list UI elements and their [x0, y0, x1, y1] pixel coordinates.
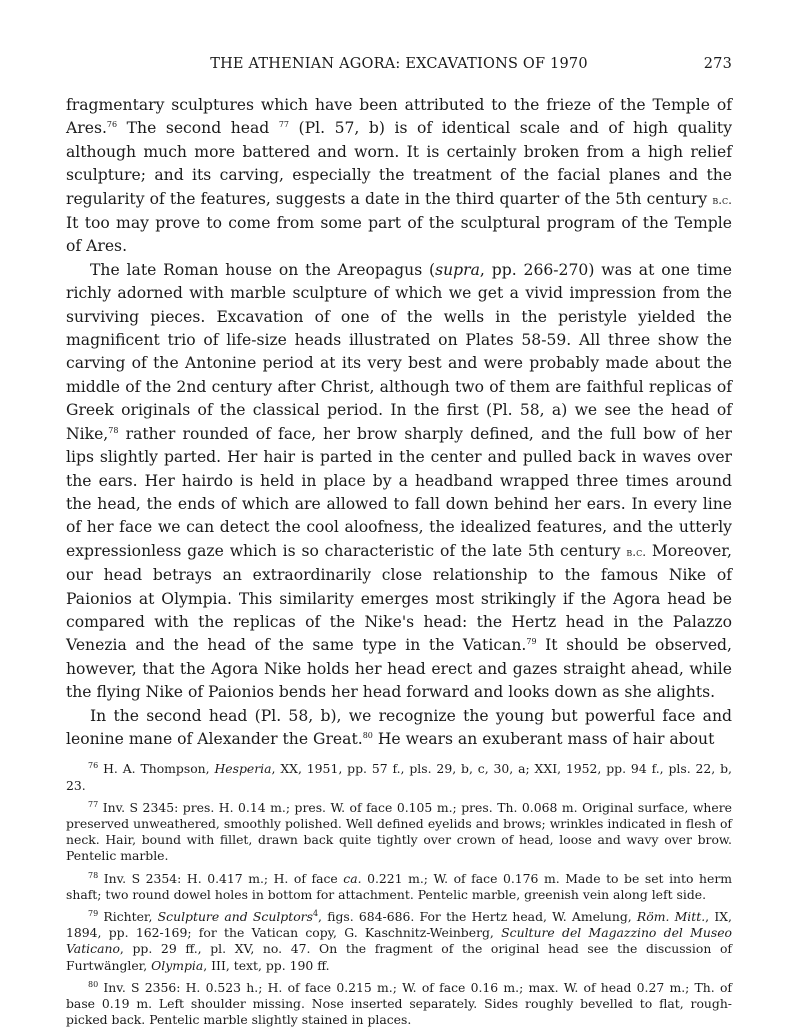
text-run: Richter, [98, 909, 158, 924]
text-run: Inv. S 2356: H. 0.523 h.; H. of face 0.215 m.; W. of face 0.16 m.; max. W. of head 0.27 m.; Th. of base 0.19 m. Left shoulder missing. Nose inserted separately. Sides roughly bevelled to flat, rough-picked back. Pentelic marble slightly stained in places. [66, 979, 732, 1028]
note-ref: 78 [108, 425, 119, 435]
italic-text: Hesperia [214, 761, 272, 777]
body-text [66, 94, 732, 751]
text-run: Inv. S 2345: pres. H. 0.14 m.; pres. W. of face 0.105 m.; pres. Th. 0.068 m. Original surface, where preserved unweathered, smoothly polished. Well defined eyelids and brows; wrinkles indicated in flesh of neck. Hair, bound with fillet, drawn back quite tightly over crown of head, loose and wavy over brow. Pentelic marble. [66, 799, 732, 864]
text-run: The second head [117, 119, 279, 138]
italic-text: Röm. Mitt. [636, 909, 706, 924]
note-ref: 79 [526, 637, 537, 647]
running-header [66, 56, 732, 80]
note-ref: 79 [88, 908, 99, 918]
text-run: 0.221 m.; W. of face 0.176 m. Made to be set into herm shaft; two round dowel holes in bottom for attachment. Pentelic marble, greenish vein along left side. [66, 870, 732, 902]
footnote [66, 909, 732, 974]
text-run: , pp. 266-270) was at one time richly adorned with marble sculpture of which we get a vivid impression from the surviving pieces. Excavation of one of the wells in the peristyle yielded the magnificent trio of life-size heads illustrated on Plates 58-59. All three show the carving of the Antonine period at its very best and were probably made about the middle of the 2nd century after Christ, although two of them are faithful replicas of Greek originals of the classical period. In the first (Pl. 58, a) we see the head of Nike, [66, 260, 732, 443]
paragraph [66, 94, 732, 259]
page [66, 56, 732, 1034]
text-run: , IX, 1894, pp. 162-169; for the Vatican copy, G. Kaschnitz-Weinberg, [66, 909, 732, 941]
note-ref: 80 [88, 979, 99, 989]
note-ref: 76 [88, 761, 99, 771]
text-run: Inv. S 2354: H. 0.417 m.; H. of face [98, 870, 344, 886]
italic-text: Olympia [151, 957, 204, 973]
running-title: THE ATHENIAN AGORA: EXCAVATIONS OF 1970 [210, 56, 588, 72]
footnote [66, 980, 732, 1029]
footnote [66, 871, 732, 903]
page-number: 273 [703, 56, 732, 72]
italic-text: Sculture del Magazzino del Museo Vaticano [66, 925, 733, 957]
text-run: , XX, 1951, pp. 57 f., pls. 29, b, c, 30, a; XXI, 1952, pp. 94 f., pls. 22, b, 23. [66, 761, 732, 793]
italic-text: supra [435, 260, 480, 279]
small-caps-text: b.c. [712, 192, 732, 207]
text-run: rather rounded of face, her brow sharply defined, and the full bow of her lips slightly parted. Her hair is parted in the center and pulled back in waves over the ears. Her hairdo is held in place by a headband wrapped three times around the head, the ends of which are allowed to fall down behind her ears. In every line of her face we can detect the cool aloofness, the idealized features, and the utterly expressionless gaze which is so characteristic of the late 5th century [66, 424, 732, 560]
text-run: It too may prove to come from some part of the sculptural program of the Temple of Ares. [66, 214, 732, 256]
note-ref: 77 [278, 120, 289, 130]
footnote [66, 761, 732, 793]
small-caps-text: b.c. [626, 544, 647, 559]
note-ref: 4 [312, 908, 319, 918]
text-run: The late Roman house on the Areopagus ( [90, 260, 436, 279]
text-run: It should be observed, however, that the Agora Nike holds her head erect and gazes straight ahead, while the flying Nike of Paionios bends her head forward and looks down as she alights. [66, 636, 732, 702]
text-run: Moreover, our head betrays an extraordinarily close relationship to the famous Nike of Paionios at Olympia. This similarity emerges most strikingly if the Agora head be compared with the replicas of the Nike's head: the Hertz head in the Palazzo Venezia and the head of the same type in the Vatican. [66, 541, 732, 655]
text-run: In the second head (Pl. 58, b), we recognize the young but powerful face and leonine mane of Alexander the Great. [66, 706, 732, 748]
text-run: He wears an exuberant mass of hair about [372, 729, 715, 748]
text-run: (Pl. 57, b) is of identical scale and of high quality although much more battered and worn. It is certainly broken from a high relief sculpture; and its carving, especially the treatment of the facial planes and the regularity of the features, suggests a date in the third quarter of the 5th century [66, 119, 732, 208]
text-run: fragmentary sculptures which have been attributed to the frieze of the Temple of Ares. [66, 96, 732, 138]
note-ref: 78 [88, 870, 99, 880]
text-run: , III, text, pp. 190 ff. [203, 957, 330, 973]
footnotes [66, 761, 732, 1028]
text-run: , pp. 29 ff., pl. XV, no. 47. On the fragment of the original head see the discussion of Furtwängler, [66, 941, 732, 973]
note-ref: 77 [88, 799, 99, 809]
note-ref: 80 [362, 730, 373, 740]
italic-text: ca. [343, 870, 362, 886]
note-ref: 76 [106, 120, 118, 130]
text-run: , figs. 684-686. For the Hertz head, W. Amelung, [318, 909, 637, 924]
paragraph [66, 259, 732, 705]
paragraph [66, 705, 732, 752]
footnote [66, 800, 732, 865]
italic-text: Sculpture and Sculptors [157, 909, 313, 924]
text-run: H. A. Thompson, [98, 761, 215, 777]
